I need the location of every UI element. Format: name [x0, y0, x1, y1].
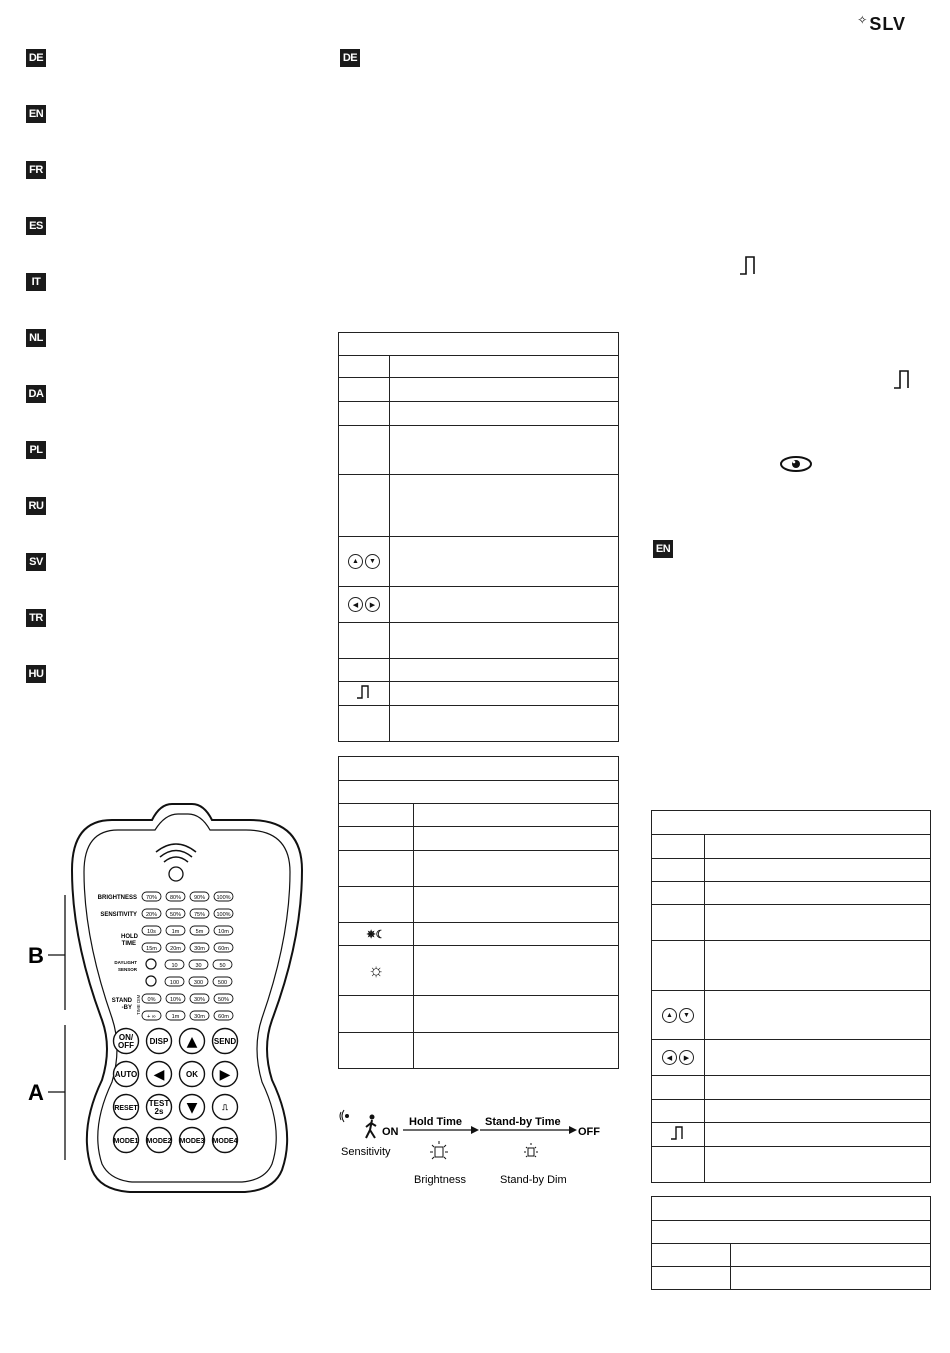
- flow-off: OFF: [578, 1126, 600, 1138]
- settings-table-de: [338, 756, 619, 1069]
- language-tag-ru: RU: [26, 497, 46, 515]
- remote-key-label: 2s: [154, 1107, 164, 1116]
- language-tag-da: DA: [26, 385, 46, 403]
- language-tag-nl: NL: [26, 329, 46, 347]
- figure-label-b: B: [28, 943, 44, 968]
- remote-hold-label-2: TIME: [121, 941, 136, 947]
- remote-key-label: MODE1: [113, 1138, 139, 1145]
- language-tag-sv: SV: [26, 553, 46, 571]
- flow-on: ON: [382, 1126, 399, 1138]
- remote-standby-option-label: 30m: [194, 1014, 205, 1020]
- remote-eye-icon: [146, 959, 156, 969]
- remote-standby-option-label: 1m: [171, 1014, 180, 1020]
- language-tag-es: ES: [26, 217, 46, 235]
- remote-hold-option-label: 30m: [194, 946, 205, 952]
- left-right-keys: [339, 587, 390, 623]
- language-tag-en: EN: [26, 105, 46, 123]
- right-arrow-icon: ▶: [365, 597, 380, 612]
- remote-key-label: MODE2: [146, 1138, 172, 1145]
- up-arrow-icon: ▲: [348, 554, 363, 569]
- operation-flow-diagram: [335, 1108, 625, 1193]
- flow-brightness: Brightness: [414, 1174, 466, 1186]
- remote-hold-option-label: 10m: [218, 929, 229, 935]
- pulse-icon: [355, 684, 373, 700]
- remote-key-arrow-icon: ▶: [219, 1067, 231, 1083]
- sun-icon: ☼: [339, 946, 414, 996]
- logo-star-icon: ✧: [857, 13, 869, 27]
- remote-sun-icon: [146, 976, 156, 986]
- remote-standby-option-label: 60m: [218, 1014, 229, 1020]
- remote-key-label: MODE3: [179, 1138, 205, 1145]
- remote-key-arrow-icon: ▲: [186, 1034, 198, 1050]
- remote-key-label: OFF: [118, 1041, 134, 1050]
- figure-label-a: A: [28, 1080, 44, 1105]
- remote-hold-label: HOLD: [121, 934, 138, 940]
- key-table-en: [651, 810, 931, 1183]
- settings-table-en: [651, 1196, 931, 1290]
- remote-option-label: 70%: [145, 895, 158, 901]
- remote-key-label: MODE4: [212, 1138, 238, 1145]
- remote-hold-option-label: 10s: [147, 929, 156, 935]
- night-icon: ✵☾: [339, 923, 414, 946]
- remote-standby-option-label: 10%: [169, 997, 182, 1003]
- remote-option-label: 100%: [216, 895, 231, 901]
- remote-key-label: ⎍: [222, 1103, 228, 1112]
- language-tag-de: DE: [26, 49, 46, 67]
- eye-icon: [779, 455, 813, 473]
- remote-key-label: OK: [186, 1070, 198, 1079]
- flow-hold-time: Hold Time: [409, 1116, 462, 1128]
- language-tag-pl: PL: [26, 441, 46, 459]
- remote-hold-option-label: 5m: [195, 929, 204, 935]
- key-table-de: [338, 332, 619, 742]
- remote-option-label: 50%: [169, 912, 182, 918]
- remote-daylight-label-2: SENSOR: [117, 967, 137, 972]
- brand-logo: [857, 14, 906, 35]
- remote-standby-option-label: 50%: [217, 997, 230, 1003]
- remote-daylight-option-label: 50: [219, 963, 226, 969]
- remote-brightness-label: BRIGHTNESS: [97, 895, 137, 901]
- remote-standby-option-label: 30%: [193, 997, 206, 1003]
- pulse-icon: [738, 254, 760, 276]
- remote-option-label: 75%: [193, 912, 206, 918]
- remote-hold-option-label: 15m: [146, 946, 157, 952]
- pulse-icon: [892, 368, 914, 390]
- pulse-icon: [669, 1125, 687, 1141]
- remote-key-label: TEST: [148, 1099, 170, 1108]
- remote-key-arrow-icon: ◀: [153, 1067, 165, 1083]
- brightness-bulb-icon: [430, 1141, 448, 1159]
- remote-hold-option-label: 60m: [218, 946, 229, 952]
- remote-daylight-option-label: 500: [217, 980, 228, 986]
- remote-daylight-option-label: 100: [169, 980, 180, 986]
- remote-key-label: DISP: [149, 1037, 169, 1046]
- remote-option-label: 100%: [216, 912, 231, 918]
- remote-standby-label-2: -BY: [121, 1005, 132, 1011]
- brand-name: SLV: [869, 14, 906, 34]
- remote-daylight-label: DAYLIGHT: [114, 960, 137, 965]
- remote-hold-option-label: 1m: [171, 929, 180, 935]
- remote-sensitivity-label: SENSITIVITY: [100, 912, 137, 918]
- remote-option-label: 20%: [145, 912, 158, 918]
- remote-daylight-option-label: 30: [195, 963, 202, 969]
- remote-standby-side-label: TIME DIM: [136, 994, 141, 1015]
- language-tag-it: IT: [26, 273, 46, 291]
- section-tag-en: EN: [653, 540, 673, 558]
- remote-option-label: 90%: [193, 895, 206, 901]
- remote-hold-option-label: 20m: [170, 946, 181, 952]
- remote-control-illustration: [20, 800, 320, 1200]
- standby-bulb-icon: [524, 1143, 538, 1157]
- up-down-keys: [339, 537, 390, 587]
- remote-key-label: ON/: [118, 1033, 134, 1042]
- down-arrow-icon: ▼: [365, 554, 380, 569]
- flow-sensitivity: Sensitivity: [341, 1146, 391, 1158]
- remote-key-label: RESET: [114, 1105, 138, 1112]
- remote-key-label: AUTO: [114, 1070, 138, 1079]
- down-arrow-icon: ▼: [679, 1008, 694, 1023]
- language-tag-hu: HU: [26, 665, 46, 683]
- remote-option-label: 80%: [169, 895, 182, 901]
- motion-person-icon: [340, 1110, 376, 1138]
- flow-standby-dim: Stand-by Dim: [500, 1174, 567, 1186]
- language-tag-tr: TR: [26, 609, 46, 627]
- remote-daylight-option-label: 300: [193, 980, 204, 986]
- left-arrow-icon: ◀: [662, 1050, 677, 1065]
- section-tag-de: DE: [340, 49, 360, 67]
- remote-standby-option-label: + ∞: [147, 1014, 156, 1020]
- up-arrow-icon: ▲: [662, 1008, 677, 1023]
- remote-standby-option-label: 0%: [147, 997, 156, 1003]
- flow-standby-time: Stand-by Time: [485, 1116, 561, 1128]
- remote-daylight-option-label: 10: [171, 963, 178, 969]
- remote-key-arrow-icon: ▼: [186, 1100, 198, 1116]
- right-arrow-icon: ▶: [679, 1050, 694, 1065]
- language-tag-fr: FR: [26, 161, 46, 179]
- remote-standby-label: STAND: [111, 998, 132, 1004]
- remote-key-label: SEND: [213, 1037, 237, 1046]
- left-arrow-icon: ◀: [348, 597, 363, 612]
